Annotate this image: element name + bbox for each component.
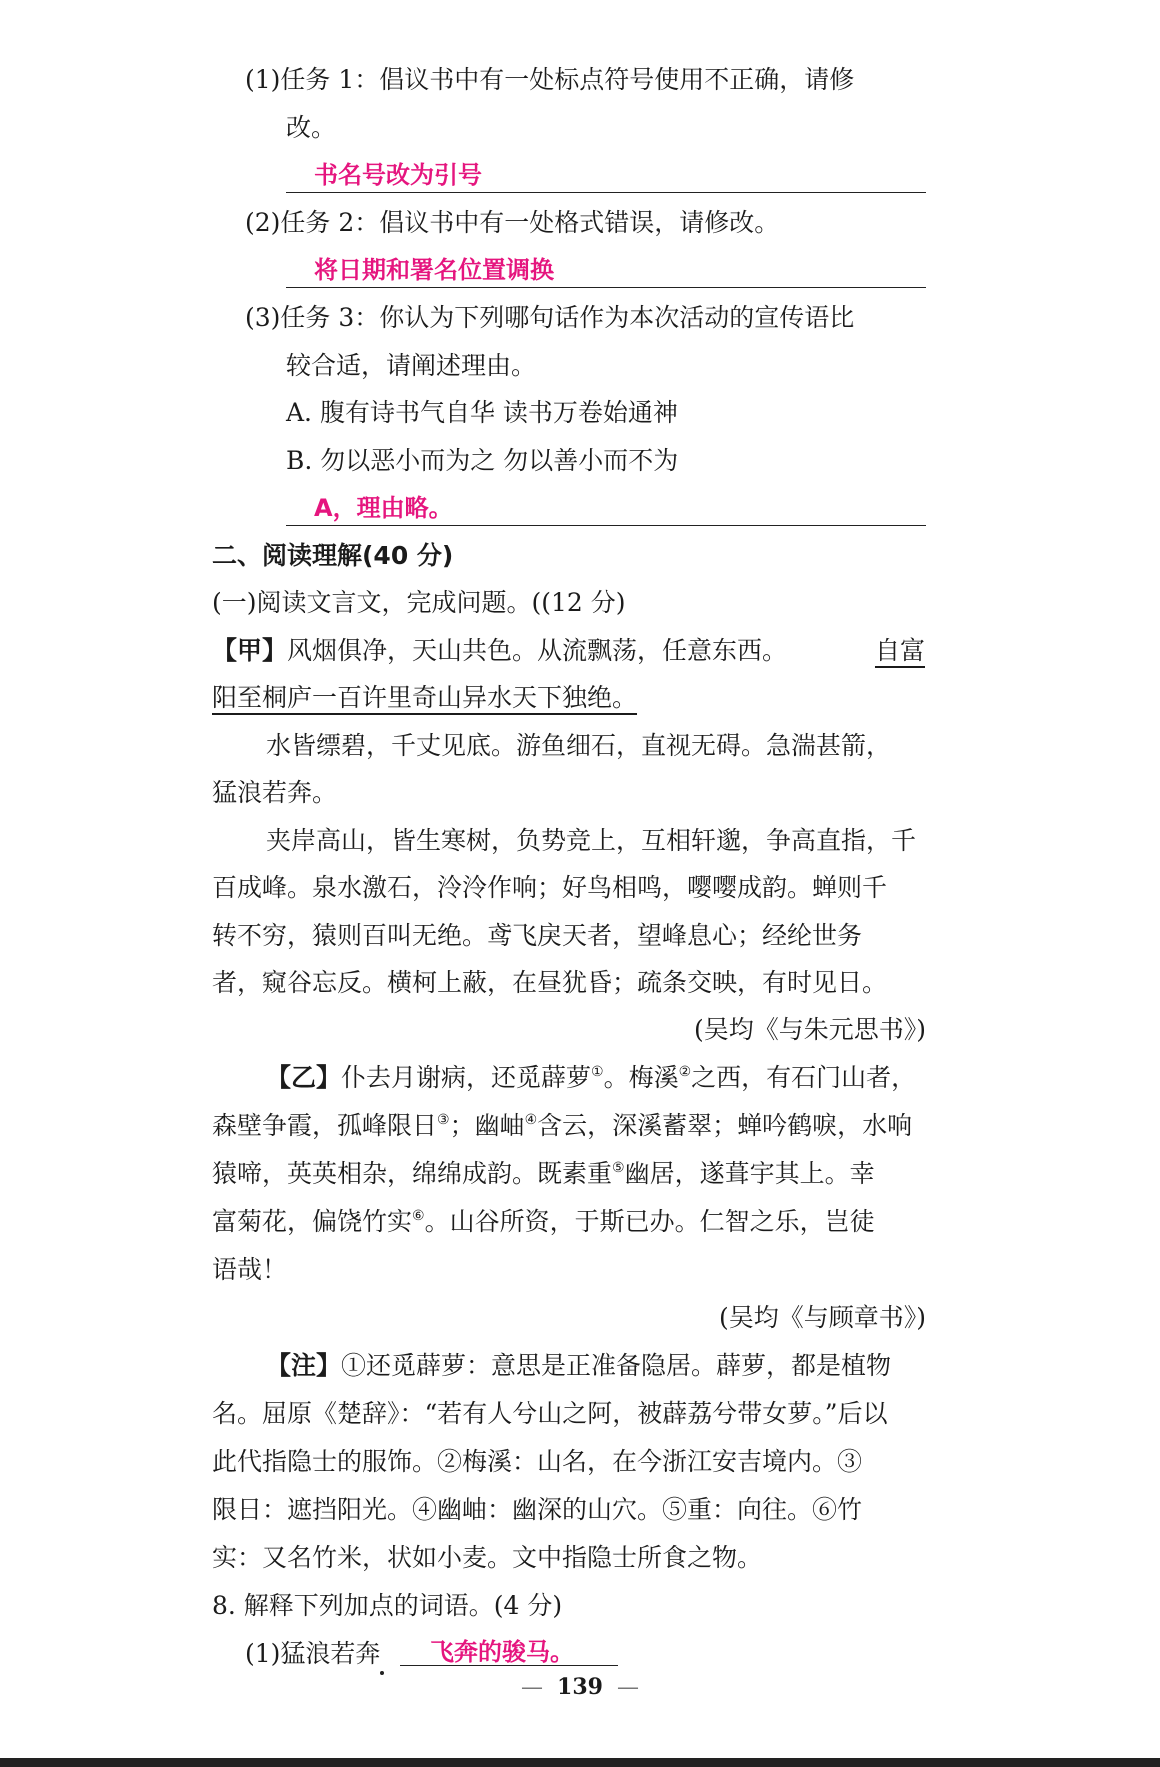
q8-title: 8. 解释下列加点的词语。(4 分) [212,1591,563,1620]
jia-line2: 阳至桐庐一百许里奇山异水天下独绝。 [212,683,638,712]
task3-option-b: B. 勿以恶小而为之 勿以善小而不为 [286,446,679,475]
answer-line [286,287,926,288]
notes-label: 【注】 [266,1351,342,1380]
jia-line4: 猛浪若奔。 [212,778,338,807]
note-mark-6: ⑥ [412,1208,425,1224]
q8-item1: (1)猛浪若奔 [245,1639,381,1668]
task1-answer: 书名号改为引号 [314,161,482,189]
notes-line1: 【注】①还觅薜萝：意思是正准备隐居。薜萝，都是植物 [266,1349,925,1383]
jia-label: 【甲】 [212,636,288,665]
note-mark-1: ① [591,1064,604,1080]
task1-question-line1: (1)任务 1：倡议书中有一处标点符号使用不正确，请修 [245,65,855,94]
jia-line6: 百成峰。泉水激石，泠泠作响；好鸟相鸣，嘤嘤成韵。蝉则千 [212,873,888,902]
jia-line1: 【甲】风烟俱净，天山共色。从流飘荡，任意东西。 自富 [212,634,925,668]
answer-line [400,1665,618,1666]
task3-question-line1: (3)任务 3：你认为下列哪句话作为本次活动的宣传语比 [245,303,855,332]
yi-source: (吴均《与顾章书》) [718,1303,926,1332]
task1-question-line2: 改。 [286,113,337,142]
yi-line2: 森壁争霞，孤峰限日③；幽岫④含云，深溪蓄翠；蝉吟鹤唳，水响 [212,1111,913,1140]
sub-title: (一)阅读文言文，完成问题。((12 分) [212,588,626,617]
task3-option-a: A. 腹有诗书气自华 读书万卷始通神 [286,398,678,427]
yi-line1: 【乙】仆去月谢病，还觅薜萝①。梅溪②之西，有石门山者， [266,1061,925,1095]
yi-line3: 猿啼，英英相杂，绵绵成韵。既素重⑤幽居，遂葺宇其上。幸 [212,1159,875,1188]
notes-line2: 名。屈原《楚辞》：“若有人兮山之阿，被薜荔兮带女萝。”后以 [212,1399,888,1428]
answer-line [286,192,926,193]
q8-answer: 飞奔的骏马。 [430,1638,574,1666]
page-footer: — 139 — [521,1674,639,1700]
task3-answer: A，理由略。 [314,494,453,522]
notes-line3: 此代指隐士的服饰。②梅溪：山名，在今浙江安吉境内。③ [212,1447,863,1476]
notes-line4: 限日：遮挡阳光。④幽岫：幽深的山穴。⑤重：向往。⑥竹 [212,1495,863,1524]
task2-question: (2)任务 2：倡议书中有一处格式错误，请修改。 [245,208,780,237]
jia-line3: 水皆缥碧，千丈见底。游鱼细石，直视无碍。急湍甚箭， [266,731,892,760]
jia-line5: 夹岸高山，皆生寒树，负势竞上，互相轩邈，争高直指，千 [266,826,917,855]
yi-label: 【乙】 [266,1063,342,1092]
note-mark-2: ② [678,1064,692,1080]
section-title: 二、阅读理解(40 分) [212,541,454,570]
task2-answer: 将日期和署名位置调换 [314,256,554,284]
bottom-bar [0,1758,1160,1767]
yi-line5: 语哉！ [212,1255,288,1284]
jia-source: (吴均《与朱元思书》) [693,1015,926,1044]
note-mark-4: ④ [524,1112,538,1128]
jia-line8: 者，窥谷忘反。横柯上蔽，在昼犹昏；疏条交映，有时见日。 [212,968,888,997]
jia-line7: 转不穷，猿则百叫无绝。鸢飞戾天者，望峰息心；经纶世务 [212,921,863,950]
page-number: 139 [557,1674,603,1700]
answer-line [286,525,926,526]
jia-underlined-start: 自富 [874,636,925,665]
yi-line4: 富菊花，偏饶竹实⑥。山谷所资，于斯已办。仁智之乐，岂徒 [212,1207,875,1236]
notes-line5: 实：又名竹米，状如小麦。文中指隐士所食之物。 [212,1543,763,1572]
note-mark-5: ⑤ [612,1160,625,1176]
note-mark-3: ③ [437,1112,450,1128]
dotted-word: 奔 [355,1639,381,1668]
task3-question-line2: 较合适，请阐述理由。 [286,351,537,380]
